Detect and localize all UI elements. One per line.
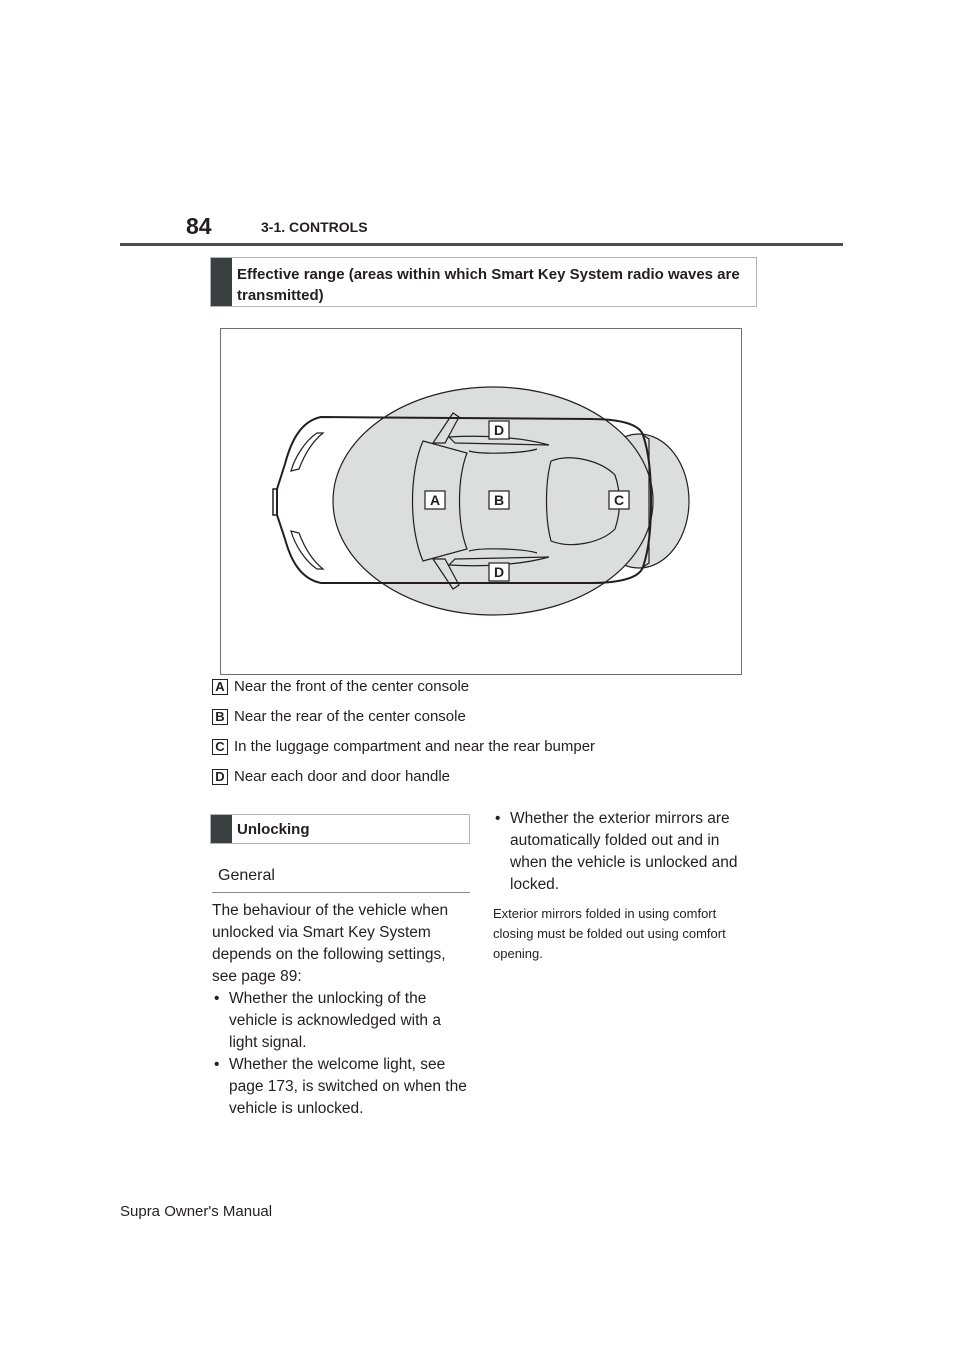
left-headlight	[291, 433, 323, 471]
legend-text: In the luggage compartment and near the rear bumper	[234, 738, 596, 755]
bullet-text: Whether the welcome light, see page 173, is switched on when the vehicle is unlocked.	[229, 1056, 467, 1117]
legend-text: Near each door and door handle	[234, 768, 450, 785]
bullet-exterior-mirrors	[493, 808, 753, 896]
unlocking-intro: The behaviour of the vehicle when unlocked via Smart Key System depends on the following settings, see page 89:	[212, 902, 449, 985]
legend-key: D	[212, 769, 228, 785]
smart-key-range-diagram	[220, 328, 742, 675]
unlocking-heading-text: Unlocking	[237, 821, 310, 838]
legend-text: Near the front of the center console	[234, 678, 470, 695]
legend-key: B	[212, 709, 228, 725]
heading-bar	[211, 815, 232, 843]
bullet-welcome-light	[212, 1054, 470, 1120]
callout-d-bottom: D	[493, 564, 505, 580]
section-title: 3-1. CONTROLS	[261, 219, 368, 235]
bullet-light-signal	[212, 988, 470, 1054]
page-number: 84	[186, 213, 212, 239]
bullet-text: Whether the unlocking of the vehicle is acknowledged with a light signal.	[229, 990, 441, 1051]
effective-range-heading	[210, 257, 757, 307]
unlocking-heading	[210, 814, 470, 844]
legend-text: Near the rear of the center console	[234, 708, 466, 725]
footer-manual-title: Supra Owner's Manual	[120, 1203, 273, 1220]
unlocking-right-column	[493, 808, 753, 964]
bullet-text: Whether the exterior mirrors are automatically folded out and in when the vehicle is unlocked and locked.	[510, 810, 738, 893]
legend-key: A	[212, 679, 228, 695]
effective-range-heading-text: Effective range (areas within which Smart Key System radio waves are transmitted)	[237, 266, 740, 304]
bullet-dot: •	[495, 810, 501, 827]
mirror-note: Exterior mirrors folded in using comfort closing must be folded out using comfort opening.	[493, 906, 726, 961]
callout-b: B	[493, 492, 505, 508]
general-subheading	[212, 864, 470, 893]
legend-key: C	[212, 739, 228, 755]
heading-bar	[211, 258, 232, 306]
callout-c: C	[613, 492, 625, 508]
general-subheading-text: General	[218, 867, 275, 884]
bullet-dot: •	[214, 1056, 220, 1073]
callout-a: A	[429, 492, 441, 508]
callout-d-top: D	[493, 422, 505, 438]
bullet-dot: •	[214, 990, 220, 1007]
unlocking-left-column	[212, 900, 470, 1120]
header-divider	[120, 243, 843, 246]
vehicle-top-view-illustration	[221, 329, 741, 674]
